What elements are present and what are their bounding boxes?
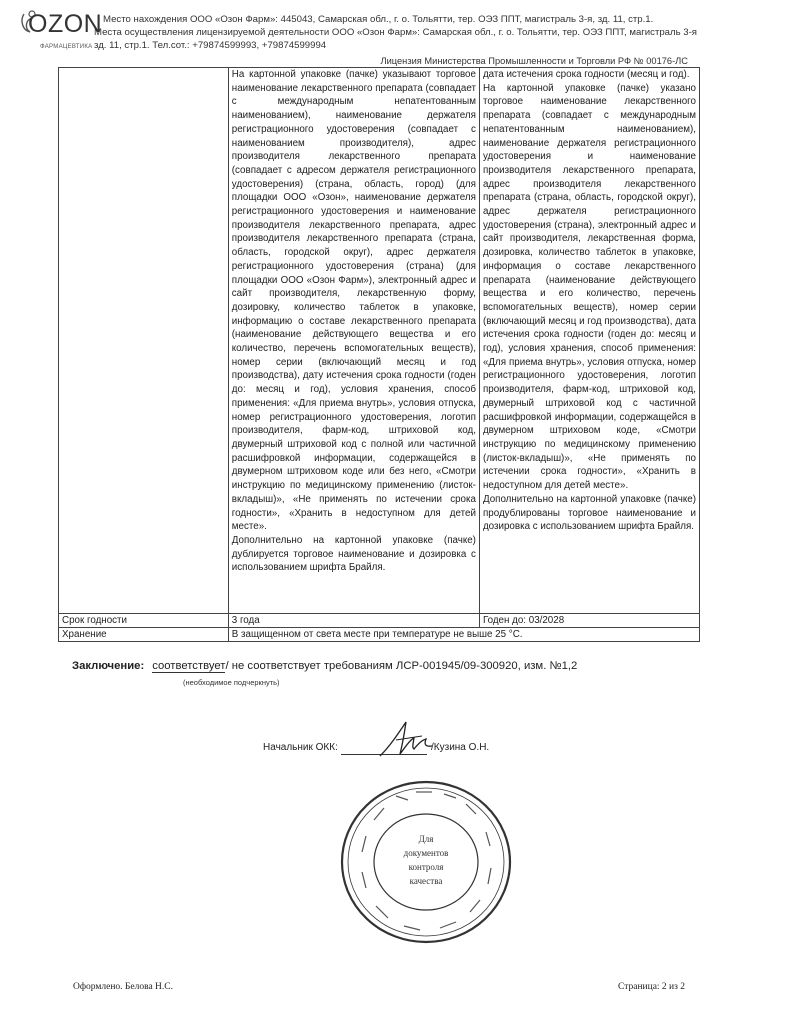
quality-control-stamp bbox=[336, 776, 516, 948]
address-line-3: зд. 11, стр.1. Тел.сот.: +79874599993, +79874599994 bbox=[94, 40, 327, 51]
logo-text: OZON bbox=[28, 10, 103, 38]
address-line-2: Места осуществления лицензируемой деятельности ООО «Озон Фарм»: Самарская обл., г. о. Тольятти, тер. ОЭЗ ППТ, магистраль 3-я bbox=[94, 27, 697, 38]
result-text-top: дата истечения срока годности (месяц и год). bbox=[482, 69, 690, 80]
table-row-storage bbox=[59, 628, 700, 642]
stamp-line-3: контроля bbox=[408, 862, 444, 872]
result-cell-packaging bbox=[479, 68, 699, 614]
spec-text: На картонной упаковке (пачке) указывают торговое наименование лекарственного препарата (совпадает с международным непатентованным наименованием), наименование держателя регистрационного удостоверения (совпадает с наименованием производителя), адрес производителя лекарственного препарата (совпадает с адресом держателя регистрационного удостоверения) (страна, область, город) (для площадки ООО «Озон», наименование держателя регистрационного удостоверения и наименование производителя лекарственного препарата, адрес производителя лекарственного препарата (страна, область, городской округ), адрес держателя регистрационного удостоверения (страна) (для площадки ООО «Озон Фарм»), электронный адрес и сайт производителя, лекарственную форму, дозировку, количество таблеток в упаковке, информацию о составе лекарственного препарата (наименование действующего вещества и его количество, перечень вспомогательных веществ), номер серии (включающий месяц и год производства), дату истечения срока годности (годен до: месяц и год), условия хранения, способ применения: «Для приема внутрь», условия отпуска, номер регистрационного удостоверения, логотип производителя, фарм-код, штриховой код, двумерный штриховой код с полной или частичной расшифровкой информации, содержащейся в двумерном штриховом коде или без него, «Смотри инструкцию по медицинскому применению (листок-вкладыш)», «Не применять по истечении срока годности», «Хранить в недоступном для детей месте». bbox=[231, 69, 476, 533]
conclusion-option-conforms: соответствует bbox=[152, 660, 226, 672]
spec-results-table bbox=[58, 67, 700, 642]
ozon-logo bbox=[18, 8, 103, 52]
result-text: На картонной упаковке (пачке) указано торговое наименование лекарственного препарата (совпадает с международным непатентованным наименованием), наименование держателя регистрационного удостоверения и наименование производителя лекарственного препарата, адрес производителя лекарственного препарата (страна, область, городской округ), адрес держателя регистрационного удостоверения (страна), электронный адрес и сайт производителя, лекарственная форма, дозировка, количество таблеток в упаковке, информация о составе лекарственного препарата (наименование действующего вещества и его количество, перечень вспомогательных веществ), номер серии (включающий месяц и год производства), дата истечения срока годности (годен до: месяц и год), условия хранения, способ применения: «Для приема внутрь», условия отпуска, номер регистрационного удостоверения, логотип производителя, фарм-код, штриховой код, двумерный штриховой код с частичной расшифровкой информации, содержащейся в двумерном штриховом коде, «Смотри инструкцию по медицинскому применению (листок-вкладыш)», «Не применять по истечении срока годности», «Хранить в недоступном для детей месте». bbox=[482, 82, 696, 492]
stamp-line-2: документов bbox=[403, 848, 449, 858]
signatory-name: /Кузина О.Н. bbox=[431, 742, 490, 753]
spec-text-braille: Дополнительно на картонной упаковке (пачке) дублируется торговое наименование и дозировка с использованием шрифта Брайля. bbox=[231, 534, 476, 574]
stamp-line-4: качества bbox=[409, 876, 443, 886]
row-label-storage: Хранение bbox=[59, 628, 229, 642]
stamp-line-1: Для bbox=[418, 834, 434, 844]
address-line-1: Место нахождения ООО «Озон Фарм»: 445043, Самарская обл., г. о. Тольятти, тер. ОЭЗ ППТ, магистраль 3-я, зд. 11, стр.1. bbox=[103, 14, 654, 25]
conclusion bbox=[72, 660, 577, 672]
row-label-shelf-life: Срок годности bbox=[59, 614, 229, 628]
handwritten-signature bbox=[376, 716, 436, 762]
spec-cell-shelf-life: 3 года bbox=[228, 614, 479, 628]
prepared-by: Оформлено. Белова Н.С. bbox=[73, 982, 173, 992]
page-number: Страница: 2 из 2 bbox=[618, 982, 686, 992]
spec-cell-packaging bbox=[228, 68, 479, 614]
table-row-shelf-life bbox=[59, 614, 700, 628]
conclusion-separator: / bbox=[225, 660, 229, 672]
table-row-packaging bbox=[59, 68, 700, 614]
result-cell-shelf-life: Годен до: 03/2028 bbox=[479, 614, 699, 628]
license-line: Лицензия Министерства Промышленности и Торговли РФ № 00176-ЛС bbox=[380, 56, 688, 66]
logo-subtitle: ФАРМАЦЕВТИКА bbox=[40, 44, 93, 50]
row-label-packaging bbox=[59, 68, 229, 614]
conclusion-note: (необходимое подчеркнуть) bbox=[183, 678, 280, 687]
signature-label: Начальник ОКК: bbox=[263, 742, 338, 753]
result-text-braille: Дополнительно на картонной упаковке (пачке) продублированы торговое наименование и дозировка с использованием шрифта Брайля. bbox=[482, 493, 696, 533]
conclusion-option-other: не соответствует требованиям ЛСР-001945/09-300920, изм. №1,2 bbox=[228, 660, 578, 672]
conclusion-label: Заключение: bbox=[72, 660, 145, 672]
spec-cell-storage: В защищенном от света месте при температуре не выше 25 °С. bbox=[228, 628, 699, 642]
